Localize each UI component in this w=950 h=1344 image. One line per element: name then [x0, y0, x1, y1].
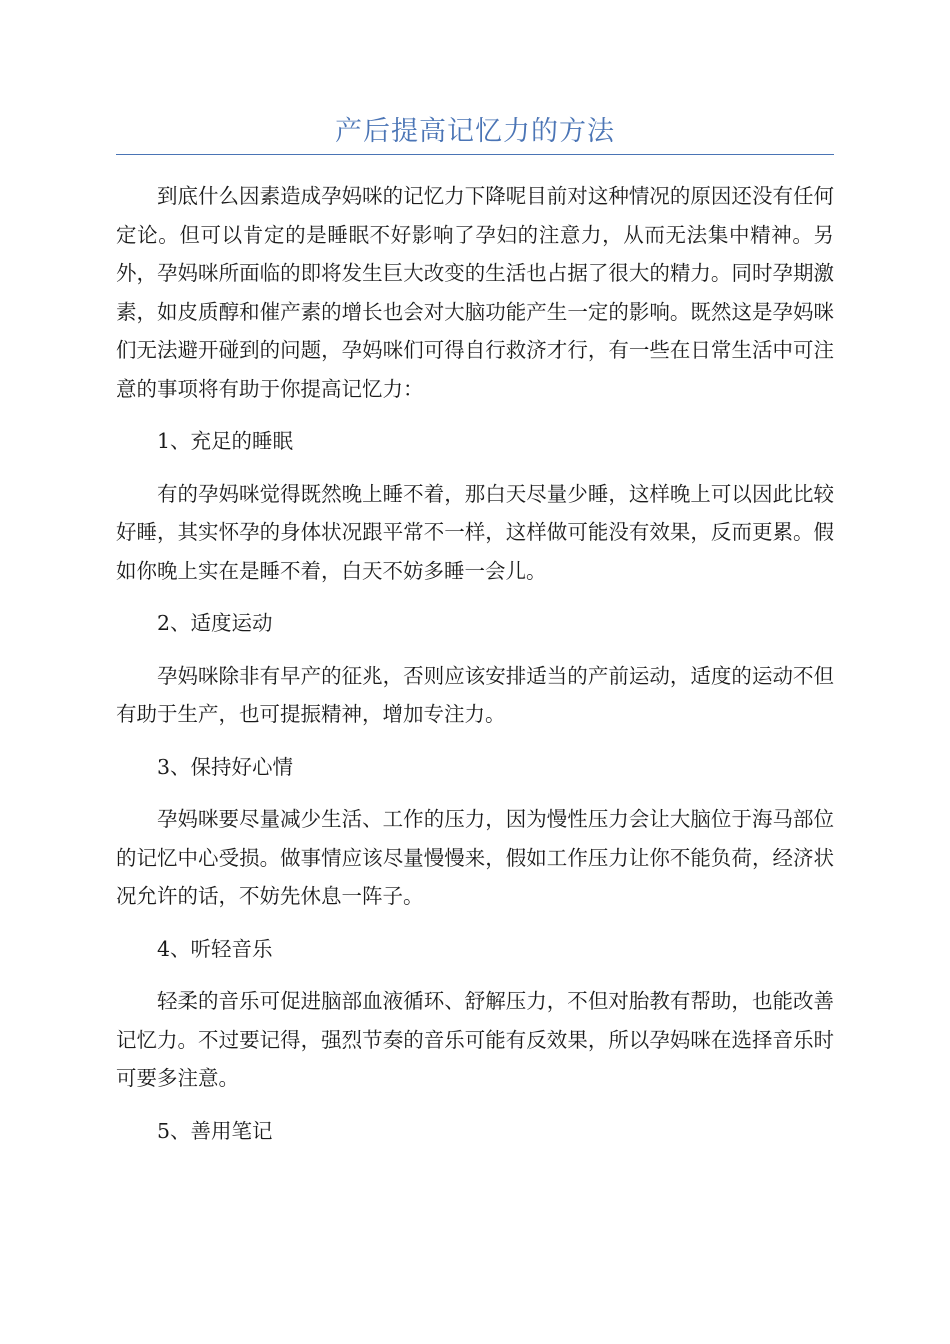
section-heading-music: 4、听轻音乐	[157, 936, 273, 961]
section-paragraph-exercise: 孕妈咪除非有早产的征兆，否则应该安排适当的产前运动，适度的运动不但有助于生产，也可提振精神，增加专注力。	[116, 663, 834, 726]
section-paragraph-music: 轻柔的音乐可促进脑部血液循环、舒解压力，不但对胎教有帮助，也能改善记忆力。不过要记得，强烈节奏的音乐可能有反效果，所以孕妈咪在选择音乐时可要多注意。	[116, 989, 834, 1090]
intro-paragraph: 到底什么因素造成孕妈咪的记忆力下降呢目前对这种情况的原因还没有任何定论。但可以肯定的是睡眠不好影响了孕妇的注意力，从而无法集中精神。另外，孕妈咪所面临的即将发生巨大改变的生活也占据了很大的精力。同时孕期激素，如皮质醇和催产素的增长也会对大脑功能产生一定的影响。既然这是孕妈咪们无法避开碰到的问题，孕妈咪们可得自行救济才行，有一些在日常生活中可注意的事项将有助于你提高记忆力：	[116, 184, 834, 401]
section-heading-notes: 5、善用笔记	[157, 1118, 273, 1143]
document-title: 产后提高记忆力的方法	[335, 116, 615, 147]
document-body	[116, 177, 834, 1150]
section-paragraph-mood: 孕妈咪要尽量减少生活、工作的压力，因为慢性压力会让大脑位于海马部位的记忆中心受损。做事情应该尽量慢慢来，假如工作压力让你不能负荷，经济状况允许的话，不妨先休息一阵子。	[116, 807, 834, 908]
title-underline	[116, 154, 834, 155]
section-heading-exercise: 2、适度运动	[157, 611, 273, 635]
section-heading-mood: 3、保持好心情	[157, 754, 294, 779]
section-heading-sleep: 1、充足的睡眠	[157, 429, 294, 453]
section-paragraph-sleep: 有的孕妈咪觉得既然晚上睡不着，那白天尽量少睡，这样晚上可以因此比较好睡，其实怀孕的身体状况跟平常不一样，这样做可能没有效果，反而更累。假如你晚上实在是睡不着，白天不妨多睡一会儿。	[116, 481, 834, 583]
